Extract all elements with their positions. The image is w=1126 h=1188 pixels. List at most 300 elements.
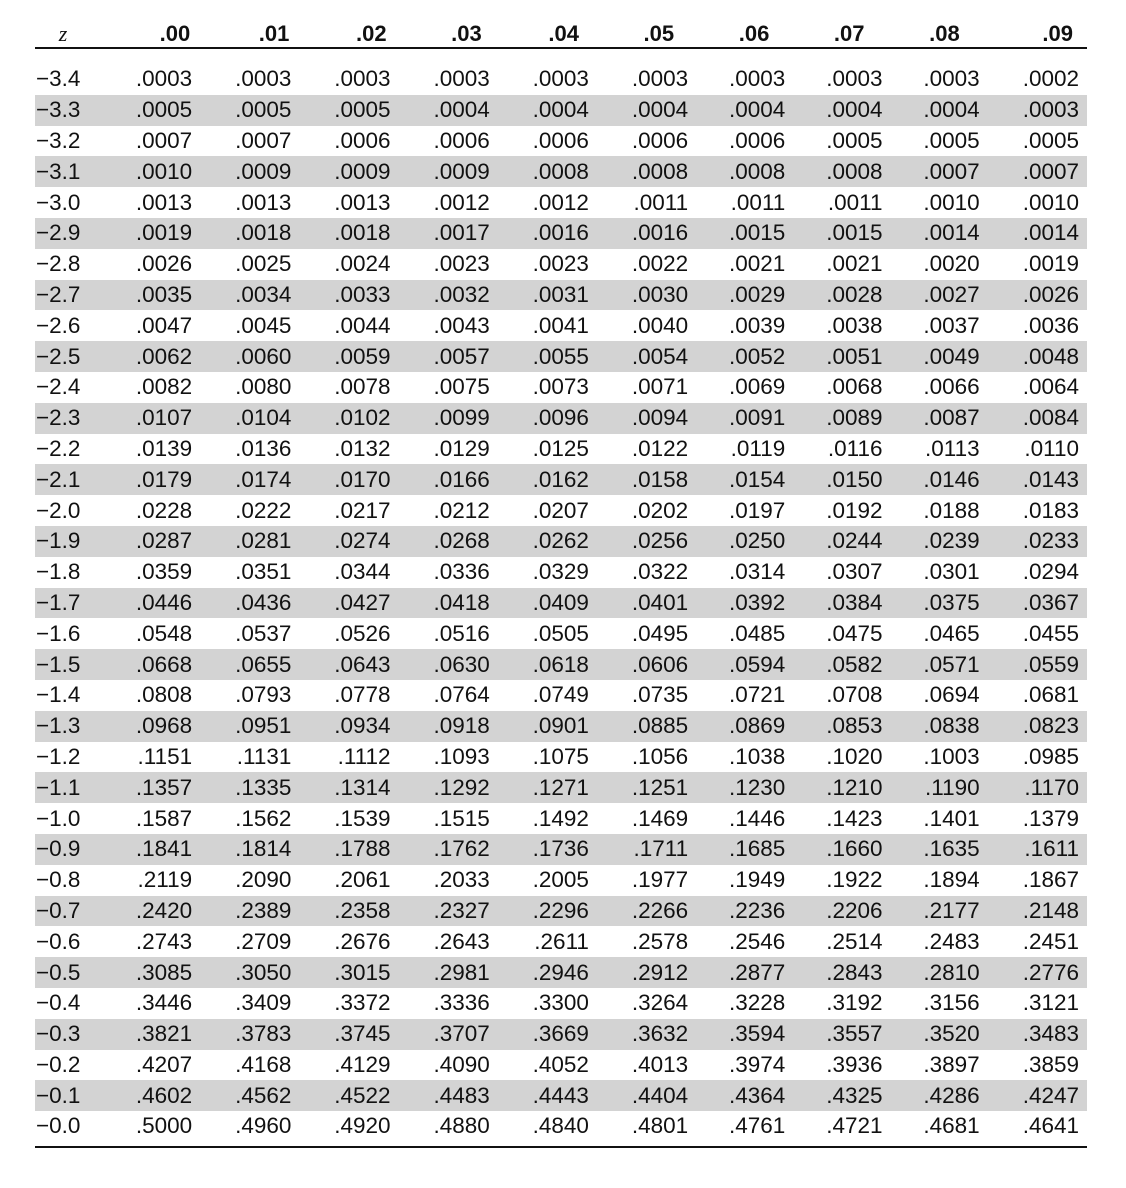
- z-value-cell: −1.1: [35, 772, 115, 803]
- probability-cell: .0028: [795, 280, 892, 311]
- probability-cell: .3409: [212, 988, 309, 1019]
- probability-cell: .1736: [504, 834, 601, 865]
- probability-cell: .0154: [698, 464, 795, 495]
- probability-cell: .3192: [795, 988, 892, 1019]
- probability-cell: .0016: [504, 218, 601, 249]
- probability-cell: .2451: [990, 926, 1087, 957]
- probability-cell: .0013: [309, 187, 406, 218]
- probability-cell: .0004: [893, 95, 990, 126]
- probability-cell: .1075: [504, 742, 601, 773]
- probability-cell: .0033: [309, 280, 406, 311]
- probability-cell: .0018: [212, 218, 309, 249]
- probability-cell: .0359: [115, 557, 212, 588]
- column-header: .00: [115, 18, 212, 48]
- table-row: [35, 1050, 1087, 1081]
- probability-cell: .0017: [407, 218, 504, 249]
- z-value-cell: −2.1: [35, 464, 115, 495]
- probability-cell: .0322: [601, 557, 698, 588]
- probability-cell: .0024: [309, 249, 406, 280]
- probability-cell: .3483: [990, 1019, 1087, 1050]
- probability-cell: .0307: [795, 557, 892, 588]
- probability-cell: .0049: [893, 341, 990, 372]
- probability-cell: .0192: [795, 495, 892, 526]
- z-value-cell: −2.9: [35, 218, 115, 249]
- probability-cell: .2389: [212, 896, 309, 927]
- probability-cell: .0010: [990, 187, 1087, 218]
- probability-cell: .0003: [212, 64, 309, 95]
- table-body: [35, 48, 1087, 1142]
- probability-cell: .0008: [698, 156, 795, 187]
- probability-cell: .0643: [309, 649, 406, 680]
- probability-cell: .0968: [115, 711, 212, 742]
- probability-cell: .2912: [601, 957, 698, 988]
- probability-cell: .0059: [309, 341, 406, 372]
- probability-cell: .0329: [504, 557, 601, 588]
- z-table-container: [35, 18, 1087, 1148]
- probability-cell: .1020: [795, 742, 892, 773]
- probability-cell: .0392: [698, 588, 795, 619]
- table-row: [35, 557, 1087, 588]
- probability-cell: .0188: [893, 495, 990, 526]
- probability-cell: .0009: [407, 156, 504, 187]
- probability-cell: .0885: [601, 711, 698, 742]
- probability-cell: .1003: [893, 742, 990, 773]
- probability-cell: .4247: [990, 1080, 1087, 1111]
- z-value-cell: −0.4: [35, 988, 115, 1019]
- probability-cell: .0014: [893, 218, 990, 249]
- probability-cell: .0036: [990, 310, 1087, 341]
- table-row: [35, 126, 1087, 157]
- probability-cell: .0052: [698, 341, 795, 372]
- probability-cell: .0838: [893, 711, 990, 742]
- probability-cell: .3859: [990, 1050, 1087, 1081]
- probability-cell: .2177: [893, 896, 990, 927]
- probability-cell: .0043: [407, 310, 504, 341]
- probability-cell: .0003: [990, 95, 1087, 126]
- z-value-cell: −0.3: [35, 1019, 115, 1050]
- probability-cell: .0089: [795, 403, 892, 434]
- z-value-cell: −1.4: [35, 680, 115, 711]
- probability-cell: .3745: [309, 1019, 406, 1050]
- probability-cell: .3821: [115, 1019, 212, 1050]
- table-row: [35, 1080, 1087, 1111]
- probability-cell: .0096: [504, 403, 601, 434]
- probability-cell: .2514: [795, 926, 892, 957]
- table-row: [35, 649, 1087, 680]
- probability-cell: .2033: [407, 865, 504, 896]
- probability-cell: .0516: [407, 618, 504, 649]
- probability-cell: .0708: [795, 680, 892, 711]
- z-value-cell: −0.5: [35, 957, 115, 988]
- probability-cell: .1151: [115, 742, 212, 773]
- probability-cell: .3050: [212, 957, 309, 988]
- probability-cell: .1251: [601, 772, 698, 803]
- probability-cell: .0262: [504, 526, 601, 557]
- probability-cell: .4840: [504, 1111, 601, 1142]
- probability-cell: .3594: [698, 1019, 795, 1050]
- probability-cell: .1814: [212, 834, 309, 865]
- z-value-cell: −1.9: [35, 526, 115, 557]
- probability-cell: .0537: [212, 618, 309, 649]
- probability-cell: .0006: [504, 126, 601, 157]
- probability-cell: .0007: [212, 126, 309, 157]
- probability-cell: .0110: [990, 434, 1087, 465]
- probability-cell: .0003: [893, 64, 990, 95]
- z-value-cell: −1.8: [35, 557, 115, 588]
- probability-cell: .1841: [115, 834, 212, 865]
- table-row: [35, 988, 1087, 1019]
- probability-cell: .0526: [309, 618, 406, 649]
- probability-cell: .1335: [212, 772, 309, 803]
- probability-cell: .1292: [407, 772, 504, 803]
- probability-cell: .0113: [893, 434, 990, 465]
- probability-cell: .3557: [795, 1019, 892, 1050]
- probability-cell: .0132: [309, 434, 406, 465]
- probability-cell: .1867: [990, 865, 1087, 896]
- probability-cell: .0004: [407, 95, 504, 126]
- probability-cell: .0041: [504, 310, 601, 341]
- probability-cell: .1093: [407, 742, 504, 773]
- probability-cell: .0228: [115, 495, 212, 526]
- probability-cell: .0015: [698, 218, 795, 249]
- column-header: .01: [212, 18, 309, 48]
- probability-cell: .0985: [990, 742, 1087, 773]
- probability-cell: .1112: [309, 742, 406, 773]
- z-value-cell: −2.5: [35, 341, 115, 372]
- probability-cell: .1922: [795, 865, 892, 896]
- probability-cell: .1587: [115, 803, 212, 834]
- probability-cell: .0222: [212, 495, 309, 526]
- probability-cell: .2266: [601, 896, 698, 927]
- probability-cell: .0016: [601, 218, 698, 249]
- probability-cell: .0764: [407, 680, 504, 711]
- probability-cell: .3520: [893, 1019, 990, 1050]
- z-value-cell: −1.2: [35, 742, 115, 773]
- table-row: [35, 896, 1087, 927]
- table-row: [35, 957, 1087, 988]
- probability-cell: .0051: [795, 341, 892, 372]
- probability-cell: .3783: [212, 1019, 309, 1050]
- probability-cell: .0735: [601, 680, 698, 711]
- probability-cell: .3974: [698, 1050, 795, 1081]
- probability-cell: .2206: [795, 896, 892, 927]
- probability-cell: .0021: [698, 249, 795, 280]
- probability-cell: .0212: [407, 495, 504, 526]
- probability-cell: .0436: [212, 588, 309, 619]
- probability-cell: .0606: [601, 649, 698, 680]
- probability-cell: .0023: [504, 249, 601, 280]
- probability-cell: .1492: [504, 803, 601, 834]
- probability-cell: .0027: [893, 280, 990, 311]
- probability-cell: .0005: [212, 95, 309, 126]
- probability-cell: .0008: [504, 156, 601, 187]
- probability-cell: .4325: [795, 1080, 892, 1111]
- probability-cell: .0082: [115, 372, 212, 403]
- probability-cell: .0045: [212, 310, 309, 341]
- probability-cell: .0150: [795, 464, 892, 495]
- probability-cell: .0409: [504, 588, 601, 619]
- probability-cell: .0158: [601, 464, 698, 495]
- probability-cell: .0080: [212, 372, 309, 403]
- table-row: [35, 588, 1087, 619]
- column-header: .04: [504, 18, 601, 48]
- z-value-cell: −0.0: [35, 1111, 115, 1142]
- probability-cell: .0006: [309, 126, 406, 157]
- probability-cell: .1685: [698, 834, 795, 865]
- column-header: .03: [407, 18, 504, 48]
- probability-cell: .1977: [601, 865, 698, 896]
- table-row: [35, 526, 1087, 557]
- probability-cell: .1515: [407, 803, 504, 834]
- probability-cell: .4522: [309, 1080, 406, 1111]
- probability-cell: .1401: [893, 803, 990, 834]
- column-header: .06: [698, 18, 795, 48]
- probability-cell: .0003: [504, 64, 601, 95]
- probability-cell: .0129: [407, 434, 504, 465]
- probability-cell: .0166: [407, 464, 504, 495]
- probability-cell: .2483: [893, 926, 990, 957]
- probability-cell: .0446: [115, 588, 212, 619]
- probability-cell: .0694: [893, 680, 990, 711]
- probability-cell: .0071: [601, 372, 698, 403]
- z-value-cell: −2.3: [35, 403, 115, 434]
- probability-cell: .0217: [309, 495, 406, 526]
- probability-cell: .0007: [990, 156, 1087, 187]
- probability-cell: .0005: [990, 126, 1087, 157]
- probability-cell: .0066: [893, 372, 990, 403]
- probability-cell: .0003: [601, 64, 698, 95]
- probability-cell: .0294: [990, 557, 1087, 588]
- probability-cell: .0073: [504, 372, 601, 403]
- probability-cell: .0143: [990, 464, 1087, 495]
- probability-cell: .0104: [212, 403, 309, 434]
- probability-cell: .4761: [698, 1111, 795, 1142]
- table-row: [35, 834, 1087, 865]
- probability-cell: .0023: [407, 249, 504, 280]
- probability-cell: .0582: [795, 649, 892, 680]
- probability-cell: .1762: [407, 834, 504, 865]
- bottom-rule: [35, 1146, 1087, 1148]
- probability-cell: .0007: [893, 156, 990, 187]
- probability-cell: .0207: [504, 495, 601, 526]
- probability-cell: .2148: [990, 896, 1087, 927]
- probability-cell: .1711: [601, 834, 698, 865]
- probability-cell: .0122: [601, 434, 698, 465]
- probability-cell: .0068: [795, 372, 892, 403]
- z-value-cell: −3.4: [35, 64, 115, 95]
- probability-cell: .3300: [504, 988, 601, 1019]
- probability-cell: .0022: [601, 249, 698, 280]
- probability-cell: .0005: [309, 95, 406, 126]
- probability-cell: .0087: [893, 403, 990, 434]
- probability-cell: .4562: [212, 1080, 309, 1111]
- probability-cell: .3085: [115, 957, 212, 988]
- probability-cell: .0146: [893, 464, 990, 495]
- probability-cell: .0244: [795, 526, 892, 557]
- probability-cell: .0630: [407, 649, 504, 680]
- probability-cell: .0505: [504, 618, 601, 649]
- probability-cell: .0004: [601, 95, 698, 126]
- probability-cell: .2119: [115, 865, 212, 896]
- probability-cell: .0035: [115, 280, 212, 311]
- probability-cell: .1170: [990, 772, 1087, 803]
- probability-cell: .4681: [893, 1111, 990, 1142]
- probability-cell: .0793: [212, 680, 309, 711]
- probability-cell: .0384: [795, 588, 892, 619]
- z-value-cell: −1.7: [35, 588, 115, 619]
- probability-cell: .1660: [795, 834, 892, 865]
- probability-cell: .1423: [795, 803, 892, 834]
- probability-cell: .0116: [795, 434, 892, 465]
- table-row: [35, 218, 1087, 249]
- probability-cell: .0007: [115, 126, 212, 157]
- probability-cell: .3228: [698, 988, 795, 1019]
- probability-cell: .2611: [504, 926, 601, 957]
- z-value-cell: −1.3: [35, 711, 115, 742]
- probability-cell: .4090: [407, 1050, 504, 1081]
- probability-cell: .0004: [795, 95, 892, 126]
- z-value-cell: −3.0: [35, 187, 115, 218]
- probability-cell: .0019: [115, 218, 212, 249]
- probability-cell: .0281: [212, 526, 309, 557]
- probability-cell: .0048: [990, 341, 1087, 372]
- probability-cell: .1788: [309, 834, 406, 865]
- table-row: [35, 1019, 1087, 1050]
- probability-cell: .0006: [601, 126, 698, 157]
- probability-cell: .0010: [893, 187, 990, 218]
- probability-cell: .1949: [698, 865, 795, 896]
- probability-cell: .0268: [407, 526, 504, 557]
- probability-cell: .4364: [698, 1080, 795, 1111]
- probability-cell: .0044: [309, 310, 406, 341]
- table-row: [35, 865, 1087, 896]
- probability-cell: .0681: [990, 680, 1087, 711]
- probability-cell: .0197: [698, 495, 795, 526]
- probability-cell: .4483: [407, 1080, 504, 1111]
- z-value-cell: −2.8: [35, 249, 115, 280]
- probability-cell: .2776: [990, 957, 1087, 988]
- spacer-cell: [35, 48, 1087, 64]
- table-row: [35, 372, 1087, 403]
- probability-cell: .4404: [601, 1080, 698, 1111]
- probability-cell: .3336: [407, 988, 504, 1019]
- column-header: .09: [990, 18, 1087, 48]
- probability-cell: .2877: [698, 957, 795, 988]
- z-value-cell: −0.9: [35, 834, 115, 865]
- table-row: [35, 434, 1087, 465]
- probability-cell: .0006: [407, 126, 504, 157]
- probability-cell: .0571: [893, 649, 990, 680]
- z-value-cell: −0.8: [35, 865, 115, 896]
- probability-cell: .4129: [309, 1050, 406, 1081]
- header-row: [35, 18, 1087, 48]
- probability-cell: .0032: [407, 280, 504, 311]
- probability-cell: .0013: [115, 187, 212, 218]
- table-row: [35, 1111, 1087, 1142]
- probability-cell: .1056: [601, 742, 698, 773]
- probability-cell: .3015: [309, 957, 406, 988]
- probability-cell: .0003: [407, 64, 504, 95]
- probability-cell: .0174: [212, 464, 309, 495]
- probability-cell: .3372: [309, 988, 406, 1019]
- table-row: [35, 95, 1087, 126]
- probability-cell: .1469: [601, 803, 698, 834]
- z-value-cell: −1.5: [35, 649, 115, 680]
- z-value-cell: −3.1: [35, 156, 115, 187]
- probability-cell: .2676: [309, 926, 406, 957]
- column-header: .07: [795, 18, 892, 48]
- probability-cell: .4052: [504, 1050, 601, 1081]
- probability-cell: .0139: [115, 434, 212, 465]
- z-value-cell: −3.2: [35, 126, 115, 157]
- probability-cell: .0668: [115, 649, 212, 680]
- probability-cell: .0013: [212, 187, 309, 218]
- probability-cell: .0548: [115, 618, 212, 649]
- probability-cell: .0040: [601, 310, 698, 341]
- z-value-cell: −2.2: [35, 434, 115, 465]
- probability-cell: .0655: [212, 649, 309, 680]
- probability-cell: .0015: [795, 218, 892, 249]
- probability-cell: .4721: [795, 1111, 892, 1142]
- probability-cell: .0162: [504, 464, 601, 495]
- probability-cell: .4801: [601, 1111, 698, 1142]
- probability-cell: .0485: [698, 618, 795, 649]
- probability-cell: .4443: [504, 1080, 601, 1111]
- probability-cell: .2843: [795, 957, 892, 988]
- probability-cell: .4168: [212, 1050, 309, 1081]
- probability-cell: .0136: [212, 434, 309, 465]
- probability-cell: .0034: [212, 280, 309, 311]
- probability-cell: .5000: [115, 1111, 212, 1142]
- probability-cell: .0287: [115, 526, 212, 557]
- probability-cell: .0012: [407, 187, 504, 218]
- probability-cell: .0026: [115, 249, 212, 280]
- probability-cell: .1210: [795, 772, 892, 803]
- probability-cell: .1635: [893, 834, 990, 865]
- probability-cell: .0012: [504, 187, 601, 218]
- probability-cell: .1446: [698, 803, 795, 834]
- column-header: .08: [893, 18, 990, 48]
- probability-cell: .0344: [309, 557, 406, 588]
- probability-cell: .0019: [990, 249, 1087, 280]
- probability-cell: .3632: [601, 1019, 698, 1050]
- probability-cell: .2743: [115, 926, 212, 957]
- table-row: [35, 464, 1087, 495]
- probability-cell: .3156: [893, 988, 990, 1019]
- probability-cell: .0009: [309, 156, 406, 187]
- probability-cell: .0274: [309, 526, 406, 557]
- probability-cell: .0853: [795, 711, 892, 742]
- z-value-cell: −0.6: [35, 926, 115, 957]
- probability-cell: .0005: [795, 126, 892, 157]
- probability-cell: .0006: [698, 126, 795, 157]
- probability-cell: .0427: [309, 588, 406, 619]
- probability-cell: .0401: [601, 588, 698, 619]
- header-spacer: [35, 48, 1087, 64]
- probability-cell: .0075: [407, 372, 504, 403]
- probability-cell: .2946: [504, 957, 601, 988]
- table-row: [35, 803, 1087, 834]
- probability-cell: .4880: [407, 1111, 504, 1142]
- probability-cell: .3264: [601, 988, 698, 1019]
- probability-cell: .2981: [407, 957, 504, 988]
- probability-cell: .0183: [990, 495, 1087, 526]
- probability-cell: .2709: [212, 926, 309, 957]
- table-row: [35, 249, 1087, 280]
- probability-cell: .0559: [990, 649, 1087, 680]
- probability-cell: .0005: [115, 95, 212, 126]
- probability-cell: .1230: [698, 772, 795, 803]
